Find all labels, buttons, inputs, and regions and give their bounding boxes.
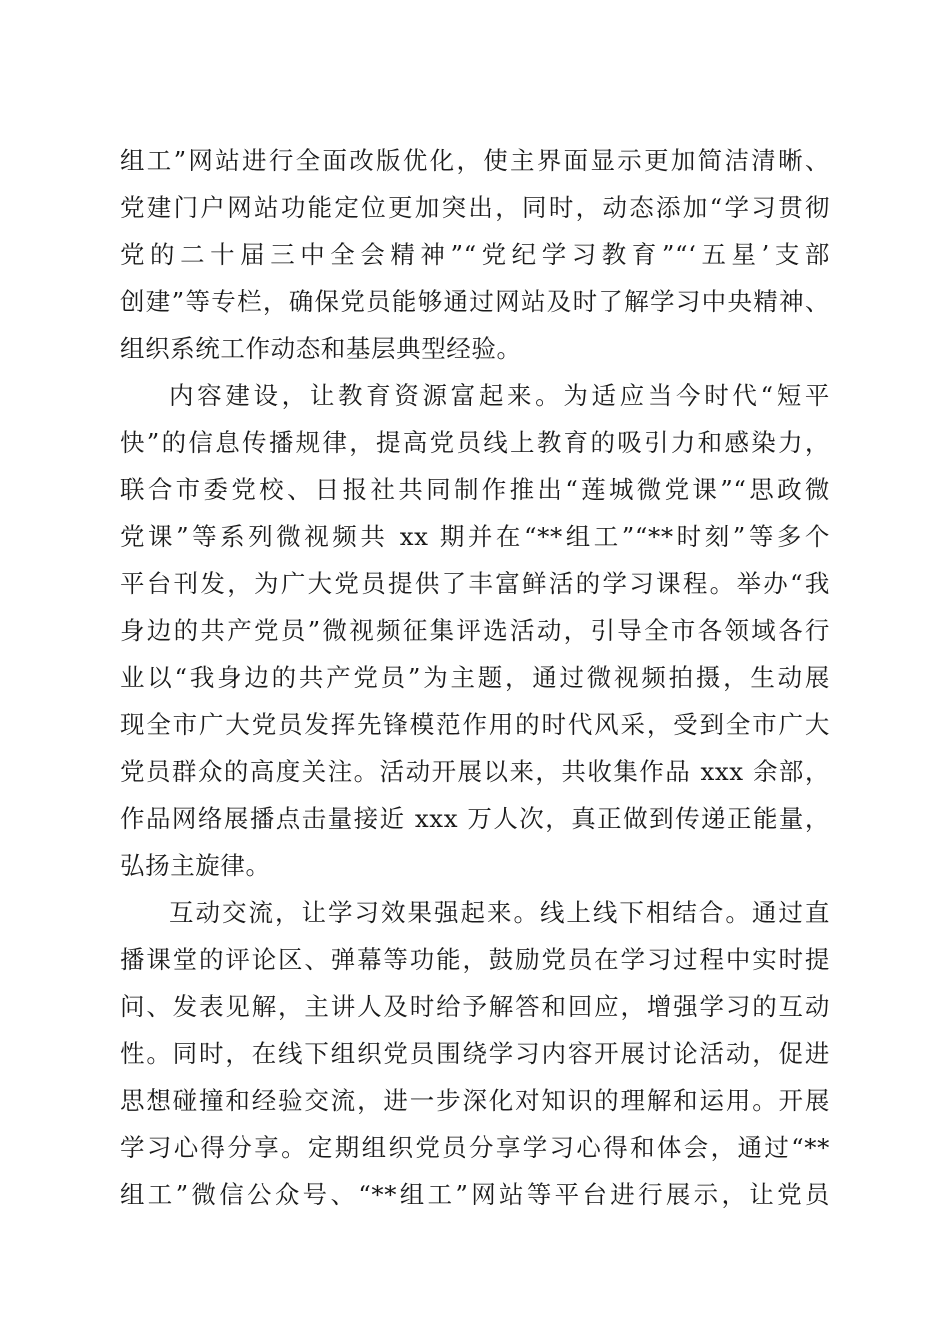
text-line: 播课堂的评论区、弹幕等功能，鼓励党员在学习过程中实时提 <box>120 945 830 974</box>
text-line: 党的二十届三中全会精神”“党纪学习教育”“‘五星’支部 <box>120 240 830 269</box>
text-line: 身边的共产党员”微视频征集评选活动，引导全市各领域各行 <box>120 616 830 645</box>
text-line: 性。同时，在线下组织党员围绕学习内容开展讨论活动，促进 <box>120 1039 830 1068</box>
text-line: 弘扬主旋律。 <box>120 851 271 880</box>
text-line: 快”的信息传播规律，提高党员线上教育的吸引力和感染力， <box>120 428 830 457</box>
text-line: 党课”等系列微视频共 xx 期并在“**组工”“**时刻”等多个 <box>120 522 830 551</box>
text-line: 学习心得分享。定期组织党员分享学习心得和体会，通过“** <box>120 1133 830 1162</box>
paragraph-website-revamp <box>120 137 830 372</box>
text-line: 问、发表见解，主讲人及时给予解答和回应，增强学习的互动 <box>120 992 830 1021</box>
text-line: 组织系统工作动态和基层典型经验。 <box>120 334 522 363</box>
text-line: 联合市委党校、日报社共同制作推出“莲城微党课”“思政微 <box>120 475 830 504</box>
text-line: 党建门户网站功能定位更加突出，同时，动态添加“学习贯彻 <box>120 193 830 222</box>
text-line: 党员群众的高度关注。活动开展以来，共收集作品 xxx 余部， <box>120 757 830 786</box>
text-line: 平台刊发，为广大党员提供了丰富鲜活的学习课程。举办“我 <box>120 569 830 598</box>
text-line: 互动交流，让学习效果强起来。线上线下相结合。通过直 <box>169 898 830 927</box>
text-line: 内容建设，让教育资源富起来。为适应当今时代“短平 <box>169 381 830 410</box>
text-line: 思想碰撞和经验交流，进一步深化对知识的理解和运用。开展 <box>120 1086 830 1115</box>
text-line: 作品网络展播点击量接近 xxx 万人次，真正做到传递正能量， <box>120 804 830 833</box>
text-line: 创建”等专栏，确保党员能够通过网站及时了解学习中央精神、 <box>120 287 830 316</box>
text-line: 组工”微信公众号、“**组工”网站等平台进行展示，让党员 <box>120 1180 830 1209</box>
paragraph-interaction <box>120 889 830 1218</box>
paragraph-content-building <box>120 372 830 889</box>
document-body <box>120 137 830 1218</box>
text-line: 组工”网站进行全面改版优化，使主界面显示更加简洁清晰、 <box>120 146 830 175</box>
text-line: 业以“我身边的共产党员”为主题，通过微视频拍摄，生动展 <box>120 663 830 692</box>
text-line: 现全市广大党员发挥先锋模范作用的时代风采，受到全市广大 <box>120 710 830 739</box>
